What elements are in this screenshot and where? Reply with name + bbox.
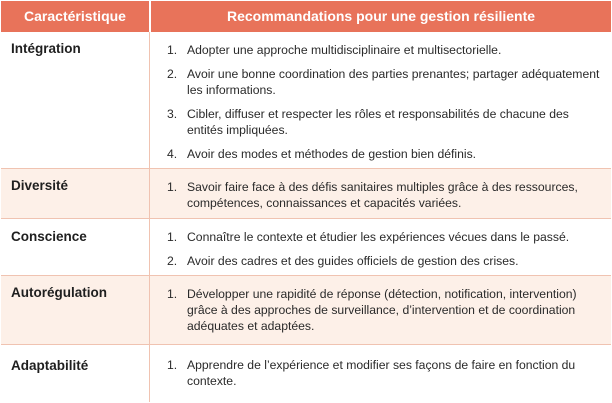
column-divider bbox=[149, 32, 150, 169]
item-text: Avoir des modes et méthodes de gestion bien définis. bbox=[187, 147, 477, 161]
item-text: Développer une rapidité de réponse (détection, notification, intervention) grâce à des approches de surveillance, d’intervention et de coordination adéquates et adaptées. bbox=[187, 287, 577, 333]
item-number: 1. bbox=[167, 358, 178, 372]
table-row-diversite bbox=[1, 169, 611, 219]
column-divider bbox=[149, 219, 150, 276]
item-number: 1. bbox=[167, 43, 178, 57]
item-text: Cibler, diffuser et respecter les rôles et responsabilités de chacune des entités impliquées. bbox=[187, 107, 569, 137]
item-number: 1. bbox=[167, 230, 178, 244]
item-number: 1. bbox=[167, 287, 178, 301]
table-row-autoregulation bbox=[1, 276, 611, 345]
table-row-adaptabilite bbox=[1, 345, 611, 402]
characteristic-label: Adaptabilité bbox=[11, 358, 89, 373]
column-divider bbox=[149, 169, 150, 219]
column-divider bbox=[149, 276, 150, 345]
item-number: 4. bbox=[167, 147, 178, 161]
characteristic-label: Autorégulation bbox=[11, 285, 107, 300]
table-row-conscience bbox=[1, 219, 611, 276]
characteristic-label: Conscience bbox=[11, 229, 87, 244]
column-divider bbox=[149, 345, 150, 402]
recommendations-table bbox=[1, 1, 611, 402]
characteristic-label: Diversité bbox=[11, 178, 69, 193]
item-text: Avoir une bonne coordination des parties prenantes; partager adéquatement les informations. bbox=[187, 67, 600, 97]
item-number: 2. bbox=[167, 254, 178, 268]
item-text: Adopter une approche multidisciplinaire et multisectorielle. bbox=[187, 43, 502, 57]
item-text: Apprendre de l’expérience et modifier ses façons de faire en fonction du contexte. bbox=[187, 358, 576, 388]
item-text: Avoir des cadres et des guides officiels de gestion des crises. bbox=[187, 254, 519, 268]
item-number: 2. bbox=[167, 67, 178, 81]
header-characteristic: Caractéristique bbox=[24, 8, 126, 24]
table-row-integration bbox=[1, 32, 611, 169]
item-text: Savoir faire face à des défis sanitaires multiples grâce à des ressources, compétences, connaissances et capacités variées. bbox=[187, 180, 578, 210]
characteristic-label: Intégration bbox=[11, 41, 81, 56]
header-recommendations: Recommandations pour une gestion résiliente bbox=[226, 8, 536, 24]
table-header bbox=[1, 1, 611, 32]
item-number: 3. bbox=[167, 107, 178, 121]
item-text: Connaître le contexte et étudier les expériences vécues dans le passé. bbox=[187, 230, 570, 244]
item-number: 1. bbox=[167, 180, 178, 194]
